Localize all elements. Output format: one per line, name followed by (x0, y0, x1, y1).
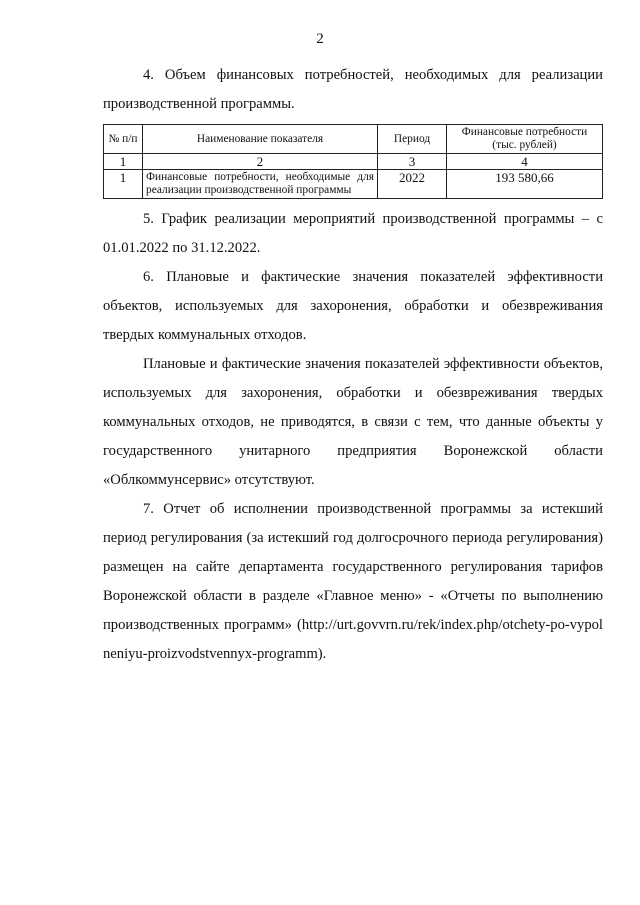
section-6-paragraph: 6. Плановые и фактические значения показателей эффективности объектов, используемых для захоронения, обработки и обезвреживания твердых коммунальных отходов. (103, 269, 603, 343)
document-body (103, 60, 603, 669)
report-link[interactable]: (http://urt.govvrn.ru/rek/index.php/otchety-po-vypolneniyu-proizvodstvennyx-programm). (103, 617, 603, 662)
section-7-paragraph (103, 495, 603, 669)
row-indicator-name: Финансовые потребности, необходимые для реализации производственной программы (143, 170, 378, 199)
table-row (104, 170, 603, 199)
row-period: 2022 (378, 170, 447, 199)
table-header-row (104, 125, 603, 154)
col-number-4: 4 (447, 154, 603, 170)
row-financial-value: 193 580,66 (447, 170, 603, 199)
page-number: 2 (316, 31, 324, 47)
row-number: 1 (104, 170, 143, 199)
section-4-paragraph: 4. Объем финансовых потребностей, необходимых для реализации производственной программы. (103, 67, 603, 112)
header-period: Период (378, 125, 447, 154)
table-column-numbers-row (104, 154, 603, 170)
header-indicator-name: Наименование показателя (143, 125, 378, 154)
col-number-3: 3 (378, 154, 447, 170)
section-5-paragraph: 5. График реализации мероприятий производственной программы – с 01.01.2022 по 31.12.2022. (103, 211, 603, 256)
col-number-2: 2 (143, 154, 378, 170)
col-number-1: 1 (104, 154, 143, 170)
section-6-explanation-paragraph: Плановые и фактические значения показателей эффективности объектов, используемых для захоронения, обработки и обезвреживания твердых коммунальных отходов, не приводятся, в связи с тем, что данные объекты у государственного унитарного предприятия Воронежской области «Облкоммунсервис» отсутствуют. (103, 356, 603, 488)
financial-needs-table (103, 124, 603, 199)
header-financial-needs: Финансовые потребности (тыс. рублей) (447, 125, 603, 154)
header-number: № п/п (104, 125, 143, 154)
section-7-text: 7. Отчет об исполнении производственной программы за истекший период регулирования (за истекший год долгосрочного периода регулирования) размещен на сайте департамента государственного регулирования тарифов Воронежской области в разделе «Главное меню» - «Отчеты по выполнению производственных программ» (103, 501, 603, 633)
